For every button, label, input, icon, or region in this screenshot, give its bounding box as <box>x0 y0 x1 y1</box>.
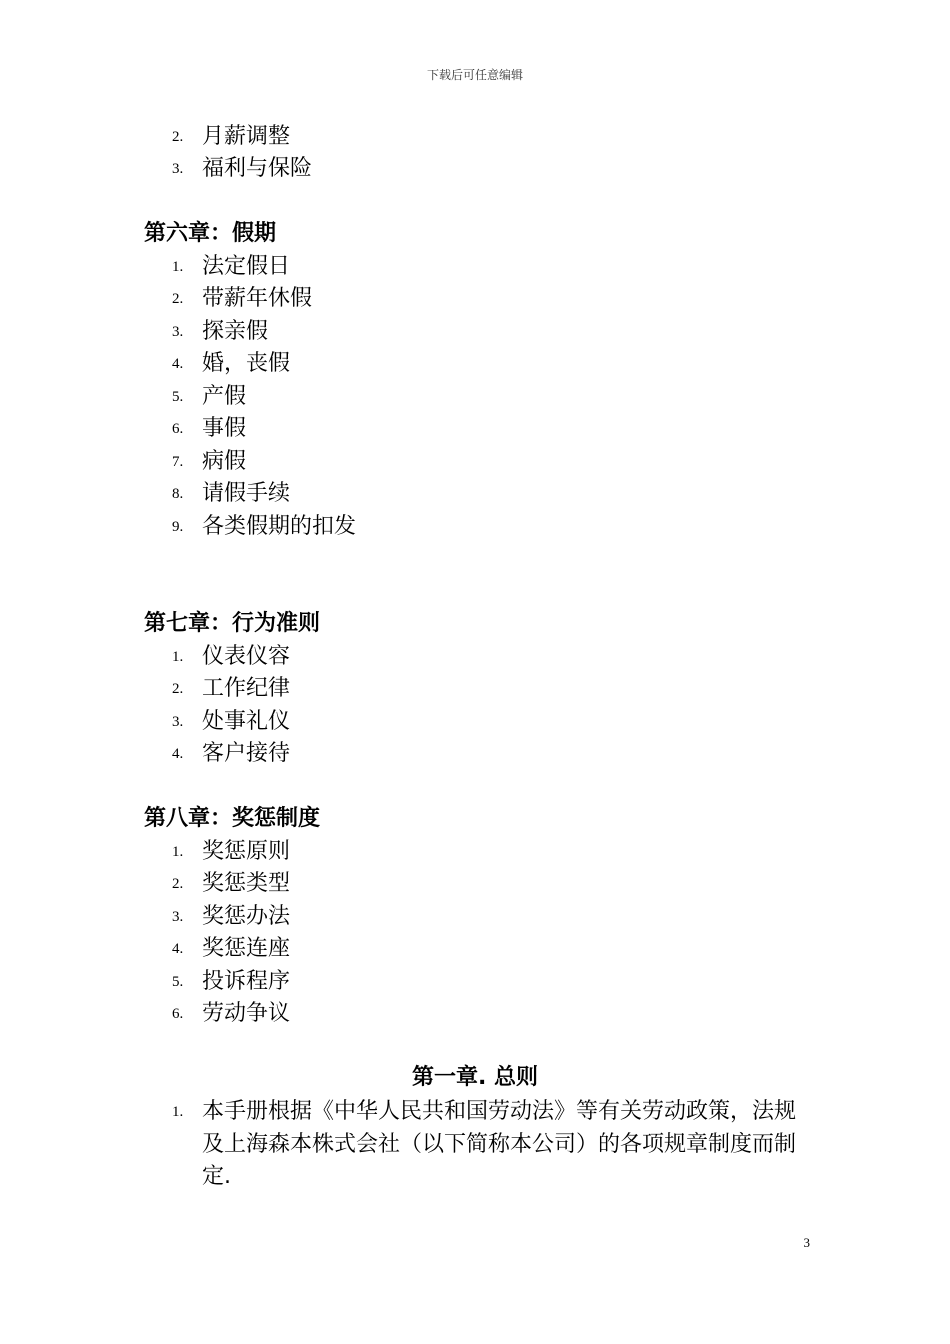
list-item <box>172 998 290 1030</box>
list-item <box>172 836 290 868</box>
list-text: 各类假期的扣发 <box>202 514 357 539</box>
list-text: 奖惩办法 <box>202 904 291 929</box>
list-text: 病假 <box>202 449 247 474</box>
list-number: 1. <box>172 844 184 860</box>
list-number: 5. <box>172 974 184 990</box>
chapter-1-heading: 第一章. 总则 <box>411 1065 539 1090</box>
list-item <box>172 673 290 705</box>
list-number: 6. <box>172 1006 184 1022</box>
list-item <box>172 901 290 933</box>
list-text: 投诉程序 <box>202 969 291 994</box>
list-number: 2. <box>172 876 184 892</box>
list-item <box>172 478 290 510</box>
list-text: 客户接待 <box>202 741 291 766</box>
list-text: 婚，丧假 <box>202 351 291 376</box>
list-item <box>172 283 312 315</box>
list-number: 3. <box>172 324 184 340</box>
list-number: 1. <box>172 649 184 665</box>
list-item <box>172 641 290 673</box>
list-number: 3. <box>172 161 184 177</box>
list-text: 探亲假 <box>202 319 269 344</box>
paragraph <box>172 1096 812 1194</box>
chapter-7-heading: 第七章：行为准则 <box>144 611 321 636</box>
page-number: 3 <box>803 1235 810 1250</box>
list-item <box>172 933 290 965</box>
list-item <box>172 706 290 738</box>
list-text: 月薪调整 <box>202 124 291 149</box>
list-text: 事假 <box>202 416 247 441</box>
list-item <box>172 153 312 185</box>
list-item <box>172 868 290 900</box>
chapter-6-heading: 第六章：假期 <box>144 221 277 246</box>
list-item <box>172 251 290 283</box>
list-text: 产假 <box>202 384 247 409</box>
list-text: 福利与保险 <box>202 156 313 181</box>
list-number: 3. <box>172 909 184 925</box>
list-text: 劳动争议 <box>202 1001 291 1026</box>
list-text: 奖惩类型 <box>202 871 291 896</box>
list-text: 请假手续 <box>202 481 291 506</box>
list-text: 处事礼仪 <box>202 709 291 734</box>
list-text: 带薪年休假 <box>202 286 313 311</box>
list-text: 工作纪律 <box>202 676 291 701</box>
list-number: 5. <box>172 389 184 405</box>
list-item <box>172 121 290 153</box>
list-number: 2. <box>172 681 184 697</box>
list-item <box>172 413 246 445</box>
list-item <box>172 348 290 380</box>
list-number: 3. <box>172 714 184 730</box>
list-number: 9. <box>172 519 184 535</box>
chapter-8-heading: 第八章：奖惩制度 <box>144 806 321 831</box>
list-item <box>172 511 356 543</box>
list-text: 仪表仪容 <box>202 644 291 669</box>
paragraph-number: 1. <box>172 1104 184 1120</box>
page-header: 下载后可任意编辑 <box>426 68 523 82</box>
list-text: 奖惩原则 <box>202 839 291 864</box>
list-number: 4. <box>172 941 184 957</box>
list-text: 法定假日 <box>202 254 291 279</box>
list-item <box>172 966 290 998</box>
list-number: 2. <box>172 291 184 307</box>
list-item <box>172 446 246 478</box>
list-item <box>172 381 246 413</box>
list-number: 4. <box>172 356 184 372</box>
list-number: 7. <box>172 454 184 470</box>
list-number: 4. <box>172 746 184 762</box>
list-item <box>172 316 268 348</box>
list-number: 1. <box>172 259 184 275</box>
paragraph-text: 本手册根据《中华人民共和国劳动法》等有关劳动政策，法规及上海森本株式会社（以下简称本公司）的各项规章制度而制定. <box>202 1099 797 1189</box>
list-item <box>172 738 290 770</box>
list-text: 奖惩连座 <box>202 936 291 961</box>
list-number: 8. <box>172 486 184 502</box>
list-number: 6. <box>172 421 184 437</box>
list-number: 2. <box>172 129 184 145</box>
